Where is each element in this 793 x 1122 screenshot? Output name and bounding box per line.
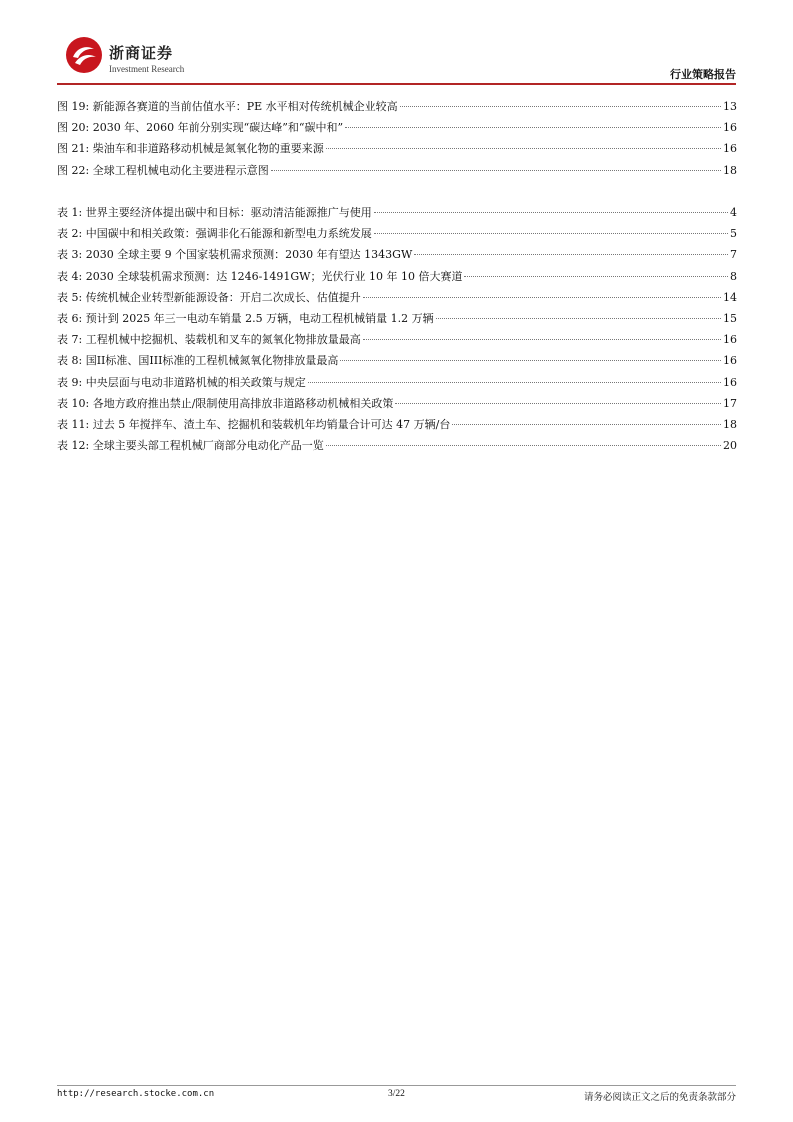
- toc-leader-dots: [363, 339, 721, 340]
- toc-leader-dots: [395, 403, 721, 404]
- toc-leader-dots: [308, 382, 721, 383]
- figures-toc: [57, 100, 737, 185]
- toc-page-number: 8: [730, 269, 737, 283]
- toc-leader-dots: [400, 106, 721, 107]
- toc-leader-dots: [436, 318, 721, 319]
- table-toc-entry[interactable]: [57, 376, 737, 397]
- toc-entry-label: 表 12: 全球主要头部工程机械厂商部分电动化产品一览: [57, 439, 324, 453]
- table-toc-entry[interactable]: [57, 418, 737, 439]
- toc-leader-dots: [340, 360, 721, 361]
- table-toc-entry[interactable]: [57, 270, 737, 291]
- table-toc-entry[interactable]: [57, 354, 737, 375]
- toc-entry-label: 表 9: 中央层面与电动非道路机械的相关政策与规定: [57, 375, 306, 389]
- toc-page-number: 17: [723, 396, 737, 410]
- toc-entry-label: 表 8: 国II标准、国III标准的工程机械氮氧化物排放量最高: [57, 354, 339, 368]
- table-toc-entry[interactable]: [57, 291, 737, 312]
- figure-toc-entry[interactable]: [57, 164, 737, 185]
- footer-divider: [57, 1085, 736, 1086]
- toc-page-number: 16: [723, 121, 737, 135]
- figure-toc-entry[interactable]: [57, 100, 737, 121]
- toc-leader-dots: [464, 276, 728, 277]
- toc-entry-label: 表 6: 预计到 2025 年三一电动车销量 2.5 万辆，电动工程机械销量 1.2 万辆: [57, 311, 434, 325]
- disclaimer-notice: 请务必阅读正文之后的免责条款部分: [583, 1092, 736, 1103]
- page-header: [57, 36, 736, 84]
- table-toc-entry[interactable]: [57, 227, 737, 248]
- table-toc-entry[interactable]: [57, 333, 737, 354]
- toc-entry-label: 表 2: 中国碳中和相关政策：强调非化石能源和新型电力系统发展: [57, 227, 372, 241]
- toc-page-number: 16: [723, 354, 737, 368]
- toc-leader-dots: [414, 254, 728, 255]
- toc-leader-dots: [374, 233, 728, 234]
- figure-toc-entry[interactable]: [57, 142, 737, 163]
- page-number: 3/22: [388, 1089, 405, 1099]
- table-toc-entry[interactable]: [57, 206, 737, 227]
- report-type-label: 行业策略报告: [670, 68, 736, 81]
- toc-entry-label: 表 4: 2030 全球装机需求预测：达 1246-1491GW；光伏行业 10 年 10 倍大赛道: [57, 269, 463, 283]
- toc-entry-label: 表 11: 过去 5 年搅拌车、渣土车、挖掘机和装载机年均销量合计可达 47 万辆/台: [57, 417, 451, 431]
- toc-page-number: 18: [723, 417, 737, 431]
- toc-entry-label: 表 3: 2030 全球主要 9 个国家装机需求预测：2030 年有望达 1343GW: [57, 248, 413, 262]
- toc-page-number: 7: [730, 248, 737, 262]
- toc-page-number: 20: [723, 439, 737, 453]
- table-toc-entry[interactable]: [57, 397, 737, 418]
- toc-entry-label: 图 20: 2030 年、2060 年前分别实现“碳达峰”和“碳中和”: [57, 121, 344, 135]
- toc-page-number: 18: [723, 163, 737, 177]
- toc-leader-dots: [452, 424, 721, 425]
- table-toc-entry[interactable]: [57, 248, 737, 269]
- toc-leader-dots: [345, 127, 721, 128]
- page-footer: [57, 1089, 736, 1105]
- brand-logo-icon: [65, 36, 103, 74]
- toc-page-number: 16: [723, 375, 737, 389]
- toc-entry-label: 表 7: 工程机械中挖掘机、装载机和叉车的氮氧化物排放量最高: [57, 333, 361, 347]
- table-toc-entry[interactable]: [57, 312, 737, 333]
- toc-page-number: 4: [730, 206, 737, 219]
- toc-leader-dots: [374, 212, 728, 213]
- brand-name-cn: 浙商证券: [109, 44, 174, 62]
- toc-page-number: 5: [730, 227, 737, 241]
- header-divider: [57, 83, 736, 85]
- toc-entry-label: 表 10: 各地方政府推出禁止/限制使用高排放非道路移动机械相关政策: [57, 396, 394, 410]
- toc-page-number: 16: [723, 142, 737, 156]
- toc-leader-dots: [271, 170, 721, 171]
- toc-entry-label: 表 5: 传统机械企业转型新能源设备：开启二次成长、估值提升: [57, 290, 361, 304]
- toc-leader-dots: [326, 148, 721, 149]
- brand-name-en: Investment Research: [109, 64, 185, 74]
- toc-entry-label: 图 22: 全球工程机械电动化主要进程示意图: [57, 163, 269, 177]
- toc-page-number: 14: [723, 290, 737, 304]
- toc-entry-label: 图 21: 柴油车和非道路移动机械是氮氧化物的重要来源: [57, 142, 324, 156]
- figure-toc-entry[interactable]: [57, 121, 737, 142]
- toc-page-number: 16: [723, 333, 737, 347]
- tables-toc: [57, 206, 737, 460]
- toc-page-number: 13: [723, 100, 737, 113]
- toc-entry-label: 图 19: 新能源各赛道的当前估值水平：PE 水平相对传统机械企业较高: [57, 100, 398, 113]
- table-toc-entry[interactable]: [57, 439, 737, 460]
- toc-entry-label: 表 1: 世界主要经济体提出碳中和目标：驱动清洁能源推广与使用: [57, 206, 372, 219]
- toc-leader-dots: [363, 297, 721, 298]
- toc-page-number: 15: [723, 311, 737, 325]
- toc-leader-dots: [326, 445, 721, 446]
- footer-url[interactable]: http://research.stocke.com.cn: [57, 1089, 215, 1099]
